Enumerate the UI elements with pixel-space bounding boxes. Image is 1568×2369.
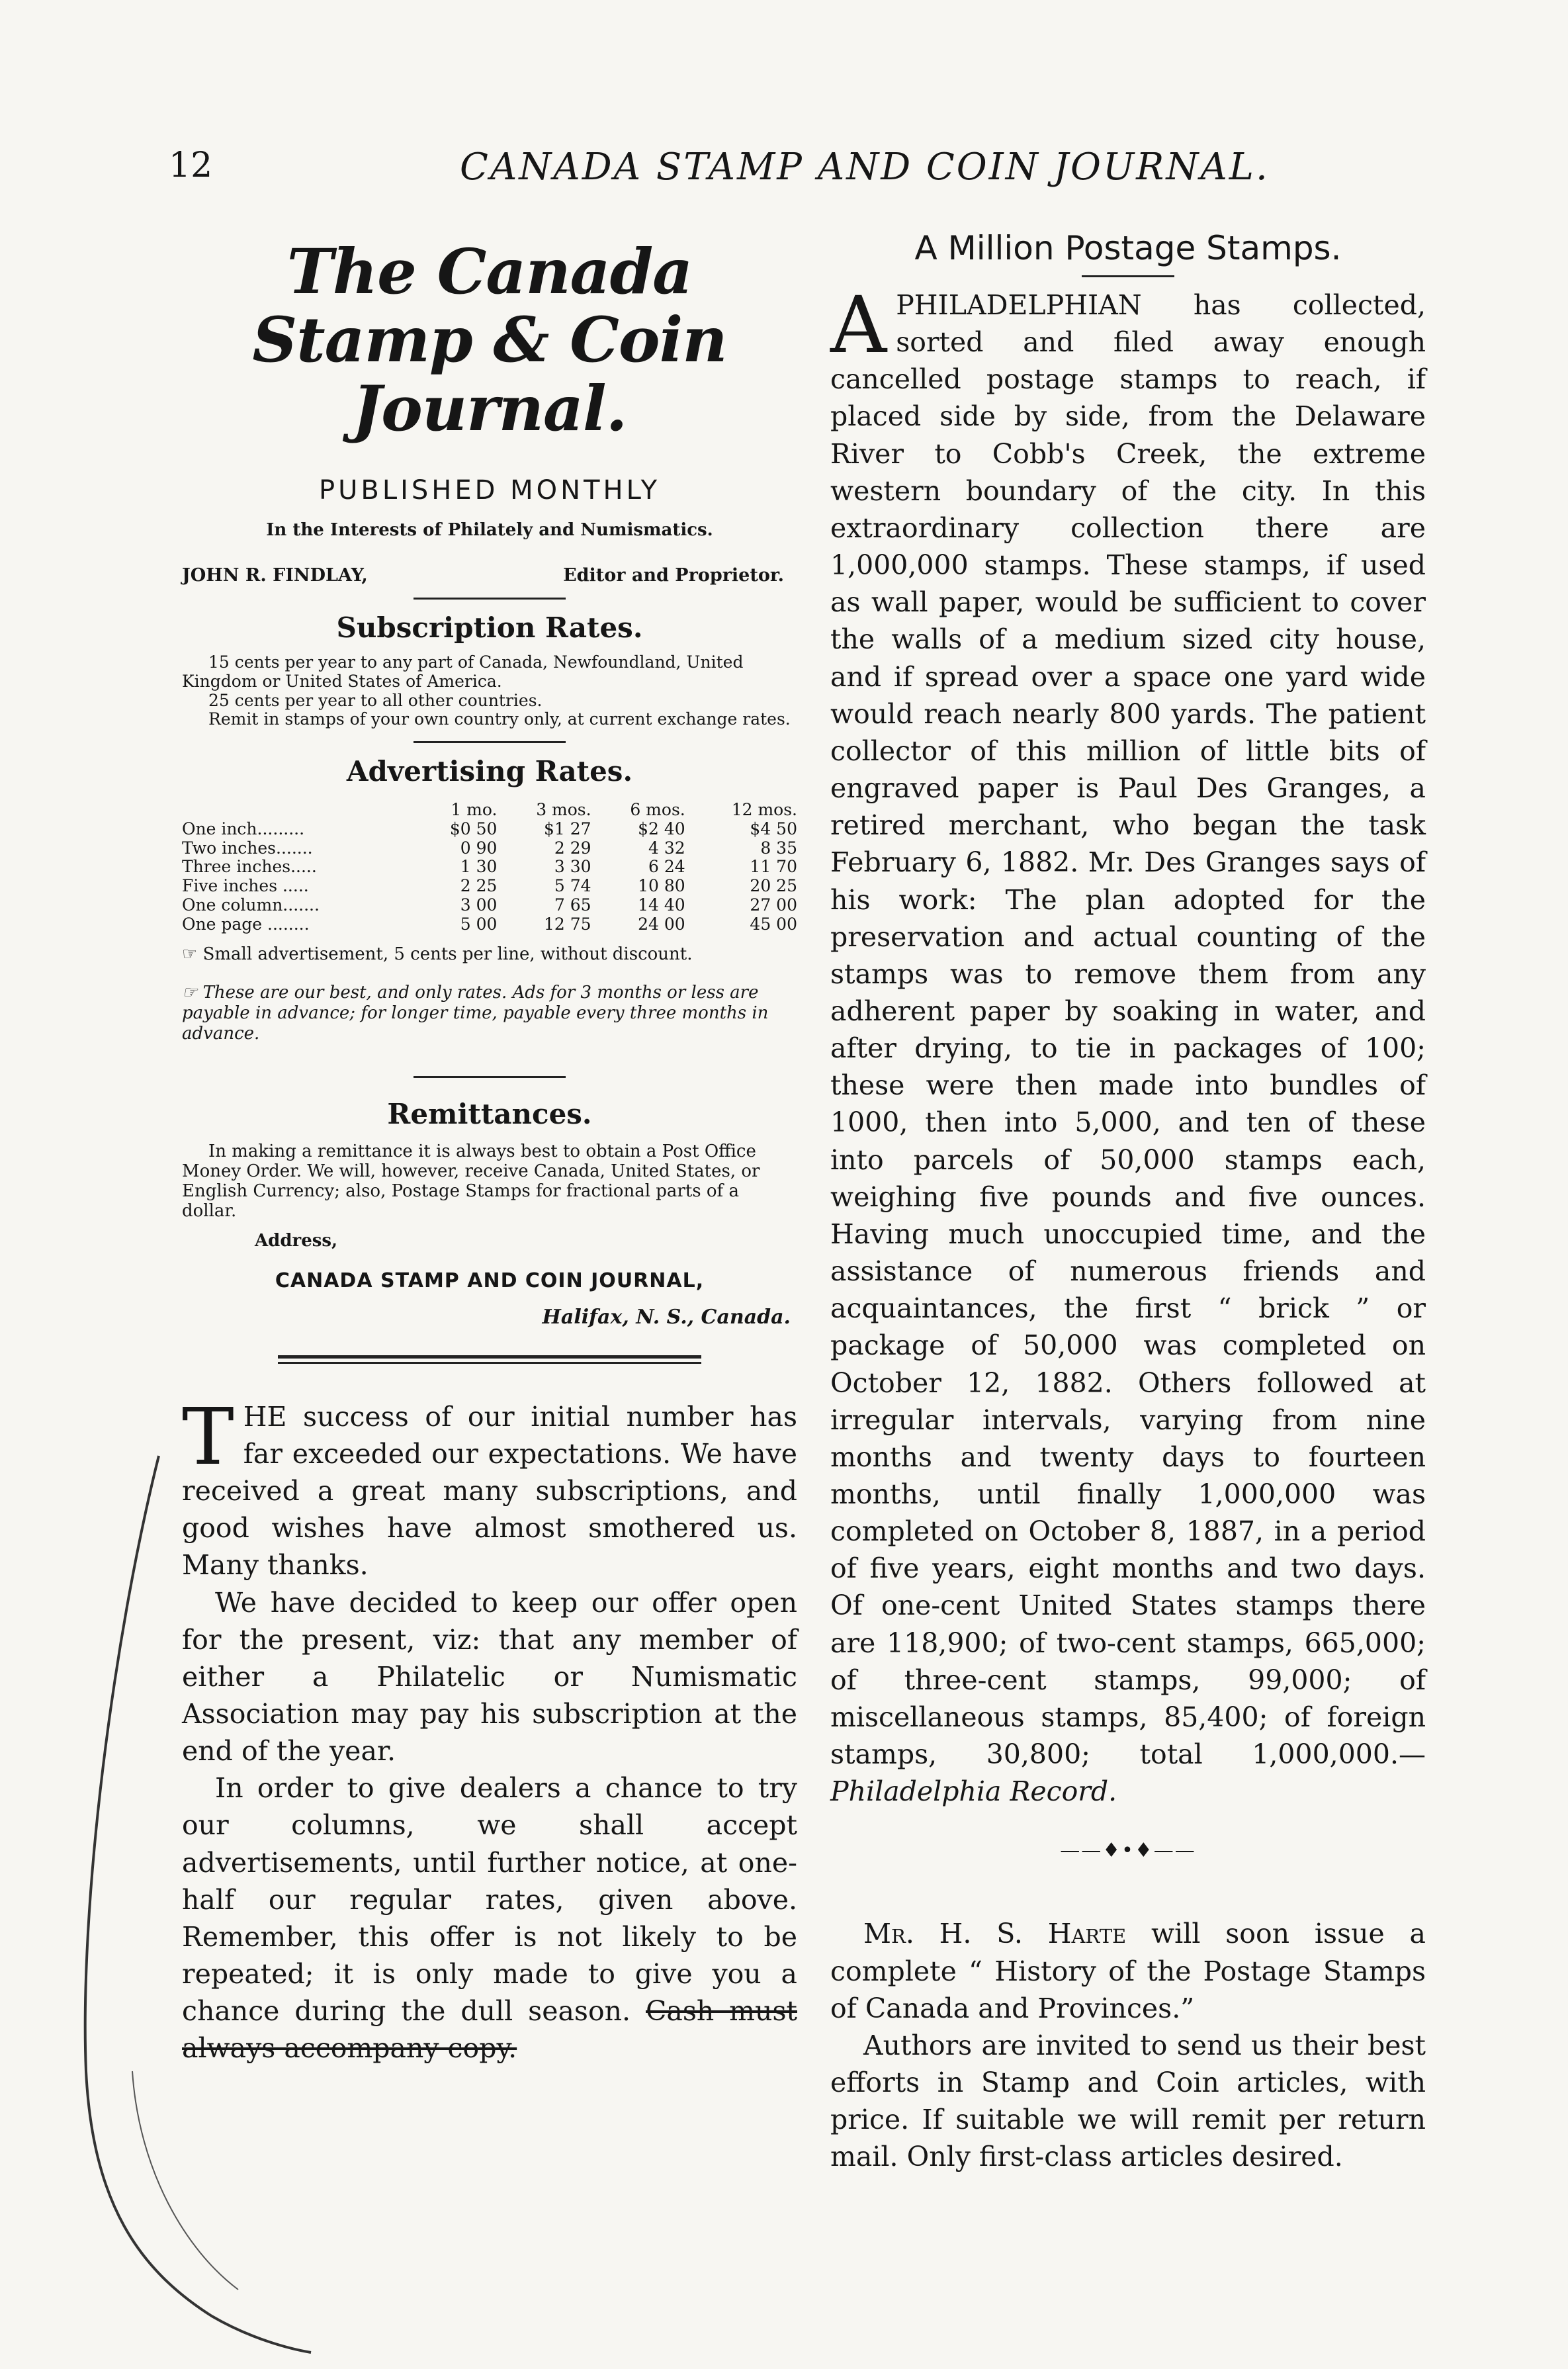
right-column (830, 218, 1426, 2176)
table-row (182, 915, 797, 934)
table-cell: 12 75 (544, 914, 591, 934)
divider (414, 1076, 566, 1078)
table-cell: One column....... (182, 895, 320, 915)
address-label: Address, (255, 1230, 338, 1251)
table-header: 12 mos. (731, 800, 797, 820)
table-cell: $2 40 (638, 819, 685, 838)
table-cell: 8 35 (760, 838, 797, 858)
table-cell: One page ........ (182, 914, 310, 934)
subscription-line: Remit in stamps of your own country only, at current exchange rates. (208, 709, 791, 729)
table-row (182, 877, 797, 896)
article-body (830, 279, 1426, 1810)
interests-line: In the Interests of Philately and Numismatics. (266, 520, 713, 541)
struck-text: Cash must always accompany copy. (182, 1995, 797, 2065)
table-cell: 3 00 (460, 895, 498, 915)
table-row (182, 820, 797, 839)
editor-role: Editor and Proprietor. (563, 565, 784, 586)
terms-note: ☞ These are our best, and only rates. Ads for 3 months or less are payable in advance; for longer time, payable every three months in advance. (182, 982, 769, 1044)
table-cell: 6 24 (648, 857, 685, 877)
editorial-paragraph: THE success of our initial number has far exceeded our expectations. We have received a great many subscriptions, and good wishes have almost smothered us. Many thanks. (182, 1390, 797, 1582)
editorial-text (182, 1390, 797, 2067)
masthead-title: The Canada Stamp & Coin Journal. (252, 236, 727, 445)
table-cell: 14 40 (638, 895, 685, 915)
journal-title: CANADA STAMP AND COIN JOURNAL. (460, 146, 1270, 189)
address-journal: CANADA STAMP AND COIN JOURNAL, (275, 1269, 705, 1292)
small-ad-note: ☞ Small advertisement, 5 cents per line, without discount. (182, 944, 693, 965)
table-cell: 0 90 (460, 838, 498, 858)
published-monthly: PUBLISHED MONTHLY (318, 475, 660, 506)
harte-name: Mr. H. S. Harte (863, 1918, 1127, 1950)
table-cell: $1 27 (544, 819, 591, 838)
ornament-divider: ——♦•♦—— (1060, 1839, 1196, 1863)
subscription-line: 25 cents per year to all other countries. (208, 690, 543, 710)
table-cell: Two inches....... (182, 838, 313, 858)
table-header-row (182, 801, 797, 820)
advertising-heading: Advertising Rates. (346, 755, 633, 788)
drop-cap: T (182, 1390, 234, 1482)
table-row (182, 858, 797, 877)
authors-note: Authors are invited to send us their best efforts in Stamp and Coin articles, with price. If suitable we will remit per return mail. Only first-class articles desired. (830, 2029, 1426, 2173)
article-heading: A Million Postage Stamps. (914, 229, 1342, 267)
table-header: 3 mos. (536, 800, 591, 820)
editor-name: JOHN R. FINDLAY, (182, 565, 368, 586)
table-cell: 20 25 (750, 876, 797, 896)
table-row (182, 839, 797, 858)
table-cell: 7 65 (554, 895, 591, 915)
table-cell: 3 30 (554, 857, 591, 877)
table-cell: One inch......... (182, 819, 305, 838)
harte-note: Mr. H. S. Harte will soon issue a complete “ History of the Postage Stamps of Canada and Provinces.” (830, 1918, 1426, 2024)
editorial-paragraph: We have decided to keep our offer open for the present, viz: that any member of either a Philatelic or Numismatic Association may pay his subscription at the end of the year. (182, 1586, 797, 1767)
table-cell: 11 70 (750, 857, 797, 877)
running-head (169, 146, 1413, 199)
remittances-text: In making a remittance it is always best to obtain a Post Office Money Order. We will, however, receive Canada, United States, or English Currency; also, Postage Stamps for fractional parts of a dollar. (182, 1141, 760, 1221)
page-number: 12 (169, 146, 213, 185)
pointing-hand-icon: ☞ (182, 982, 203, 1003)
double-rule (278, 1355, 701, 1364)
divider (414, 598, 566, 600)
subscription-text (182, 653, 797, 729)
divider (1082, 275, 1174, 277)
advertising-rates-table (182, 801, 797, 934)
subscription-heading: Subscription Rates. (336, 611, 643, 645)
table-cell: 10 80 (638, 876, 685, 896)
table-cell: 2 29 (554, 838, 591, 858)
table-header: 1 mo. (451, 800, 498, 820)
left-column (182, 218, 797, 2067)
divider (414, 741, 566, 743)
article-source: Philadelphia Record. (830, 1775, 1117, 1808)
table-cell: 1 30 (460, 857, 498, 877)
table-cell: Five inches ..... (182, 876, 309, 896)
table-cell: Three inches..... (182, 857, 317, 877)
table-header: 6 mos. (630, 800, 685, 820)
table-cell: 24 00 (638, 914, 685, 934)
remittances-heading: Remittances. (387, 1098, 592, 1131)
notes-text (830, 1915, 1426, 2175)
subscription-line: 15 cents per year to any part of Canada, Newfoundland, United Kingdom or United States of America. (182, 652, 744, 691)
article-paragraph: A PHILADELPHIAN has collected, sorted and filed away enough cancelled postage stamps to reach, if placed side by side, from the Delaware River to Cobb's Creek, the extreme western boundary of the city. In this extraordinary collection there are 1,000,000 stamps. These stamps, if used as wall paper, would be sufficient to cover the walls of a medium sized city house, and if spread over a space one yard wide would reach nearly 800 yards. The patient collector of this million of little bits of engraved paper is Paul Des Granges, a retired merchant, who began the task February 6, 1882. Mr. Des Granges says of his work: The plan adopted for the preservation and actual counting of the stamps was to remove them from any adherent paper by soaking in water, and after drying, to tie in packages of 100; these were then made into bundles of 1000, then into 5,000, and ten of these into parcels of 50,000 stamps each, weighing five pounds and five ounces. Having much unoccupied time, and the assistance of numerous friends and acquaintances, the first “ brick ” or package of 50,000 was completed on October 12, 1882. Others followed at irregular intervals, varying from nine months and twenty days to fourteen months, until finally 1,000,000 was completed on October 8, 1887, in a period of five years, eight months and two days. Of one-cent United States stamps there are 118,900; of two-cent stamps, 665,000; of three-cent stamps, 99,000; of miscellaneous stamps, 85,400; of foreign stamps, 30,800; total 1,000,000.—Philadelphia Record. (830, 279, 1426, 1808)
table-cell: $4 50 (750, 819, 797, 838)
table-cell: 2 25 (460, 876, 498, 896)
editorial-paragraph: In order to give dealers a chance to try our columns, we shall accept advertisements, until further notice, at one-half our regular rates, given above. Remember, this offer is not likely to be repeated; it is only made to give you a chance during the dull season. Cash must always accompany copy. (182, 1772, 797, 2065)
table-cell: 5 00 (460, 914, 498, 934)
address-city: Halifax, N. S., Canada. (542, 1305, 791, 1329)
table-header (182, 801, 416, 820)
table-cell: 5 74 (554, 876, 591, 896)
pointing-hand-icon: ☞ (182, 944, 203, 965)
table-cell: 4 32 (648, 838, 685, 858)
table-cell: 27 00 (750, 895, 797, 915)
table-row (182, 896, 797, 915)
editor-line (182, 565, 797, 586)
table-cell: $0 50 (449, 819, 498, 838)
table-cell: 45 00 (750, 914, 797, 934)
drop-cap: A (830, 279, 887, 371)
